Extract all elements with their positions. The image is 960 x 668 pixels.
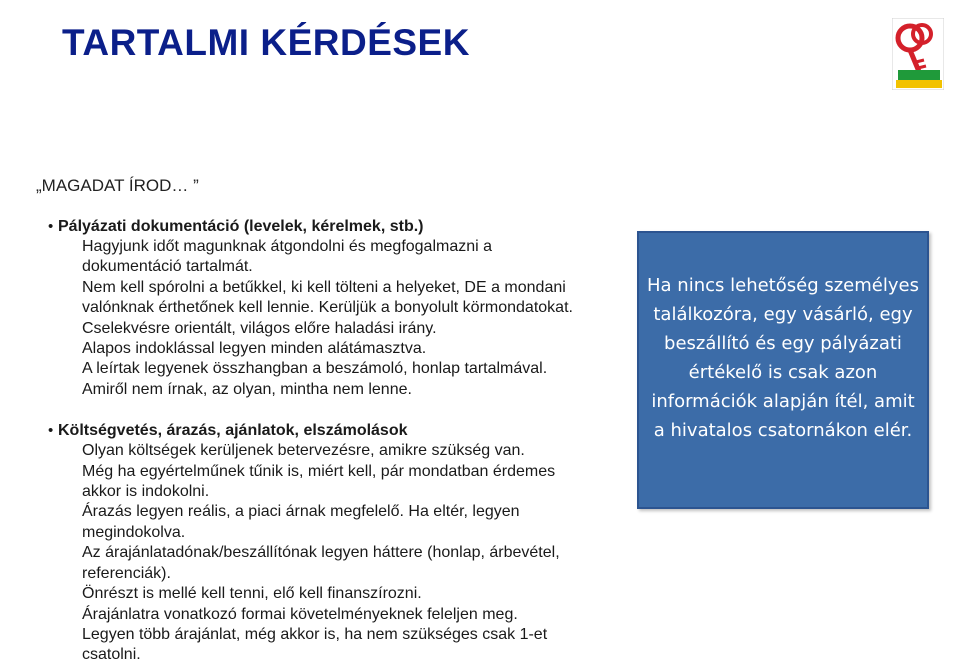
- callout-box: [637, 231, 929, 509]
- slide-header: [0, 0, 960, 92]
- key-logo-icon: [892, 18, 944, 90]
- text-line: Alapos indoklással legyen minden alátámasztva.: [82, 340, 427, 358]
- text-line: dokumentáció tartalmát.: [82, 258, 253, 276]
- callout-text: Ha nincs lehetőség személyes találkozóra, egy vásárló, egy beszállító és egy pályázati értékelő is csak azon információk alapján ítél, amit a hivatalos csatornákon elér.: [647, 275, 919, 441]
- text-line: Önrészt is mellé kell tenni, elő kell finanszírozni.: [82, 585, 422, 603]
- text-line: Hagyjunk időt magunknak átgondolni és megfogalmazni a: [82, 238, 493, 255]
- section-heading: Pályázati dokumentáció (levelek, kérelmek, stb.): [58, 218, 424, 235]
- list-item: [48, 216, 634, 237]
- text-line: Árajánlatra vonatkozó formai követelményeknek feleljen meg.: [82, 605, 518, 623]
- text-line: megindokolva.: [82, 523, 186, 541]
- section-subtitle: „MAGADAT ÍROD… ”: [36, 176, 199, 195]
- text-line: Legyen több árajánlat, még akkor is, ha nem szükséges csak 1-et: [82, 625, 548, 643]
- text-line: akkor is indokolni.: [82, 483, 210, 501]
- text-line: A leírtak legyenek összhangban a beszámoló, honlap tartalmával.: [82, 360, 548, 378]
- section-heading: Költségvetés, árazás, ajánlatok, elszámolások: [58, 422, 408, 440]
- section-budget: [48, 420, 634, 665]
- text-line: valónknak érthetőnek kell lennie. Kerüljük a bonyolult körmondatokat.: [82, 299, 573, 317]
- section-lines: [48, 237, 634, 400]
- bullet-icon: •: [48, 218, 54, 235]
- text-line: Az árajánlatadónak/beszállítónak legyen háttere (honlap, árbevétel,: [82, 544, 560, 562]
- text-line: Cselekvésre orientált, világos előre haladási irány.: [82, 319, 437, 337]
- list-item: [48, 420, 634, 441]
- text-line: Olyan költségek kerüljenek betervezésre, amikre szükség van.: [82, 442, 525, 460]
- text-line: Nem kell spórolni a betűkkel, ki kell tölteni a helyeket, DE a mondani: [82, 278, 566, 296]
- text-line: Még ha egyértelműnek tűnik is, miért kell, pár mondatban érdemes: [82, 462, 556, 480]
- page-title: TARTALMI KÉRDÉSEK: [62, 22, 470, 63]
- section-lines: [48, 441, 634, 665]
- text-line: Amiről nem írnak, az olyan, mintha nem lenne.: [82, 380, 412, 398]
- text-line: csatolni.: [82, 646, 141, 664]
- section-documentation: [48, 216, 634, 400]
- bullet-icon: •: [48, 422, 54, 440]
- text-line: Árazás legyen reális, a piaci árnak megfelelő. Ha eltér, legyen: [82, 503, 520, 521]
- text-line: referenciák).: [82, 564, 171, 582]
- content-body: [34, 216, 634, 666]
